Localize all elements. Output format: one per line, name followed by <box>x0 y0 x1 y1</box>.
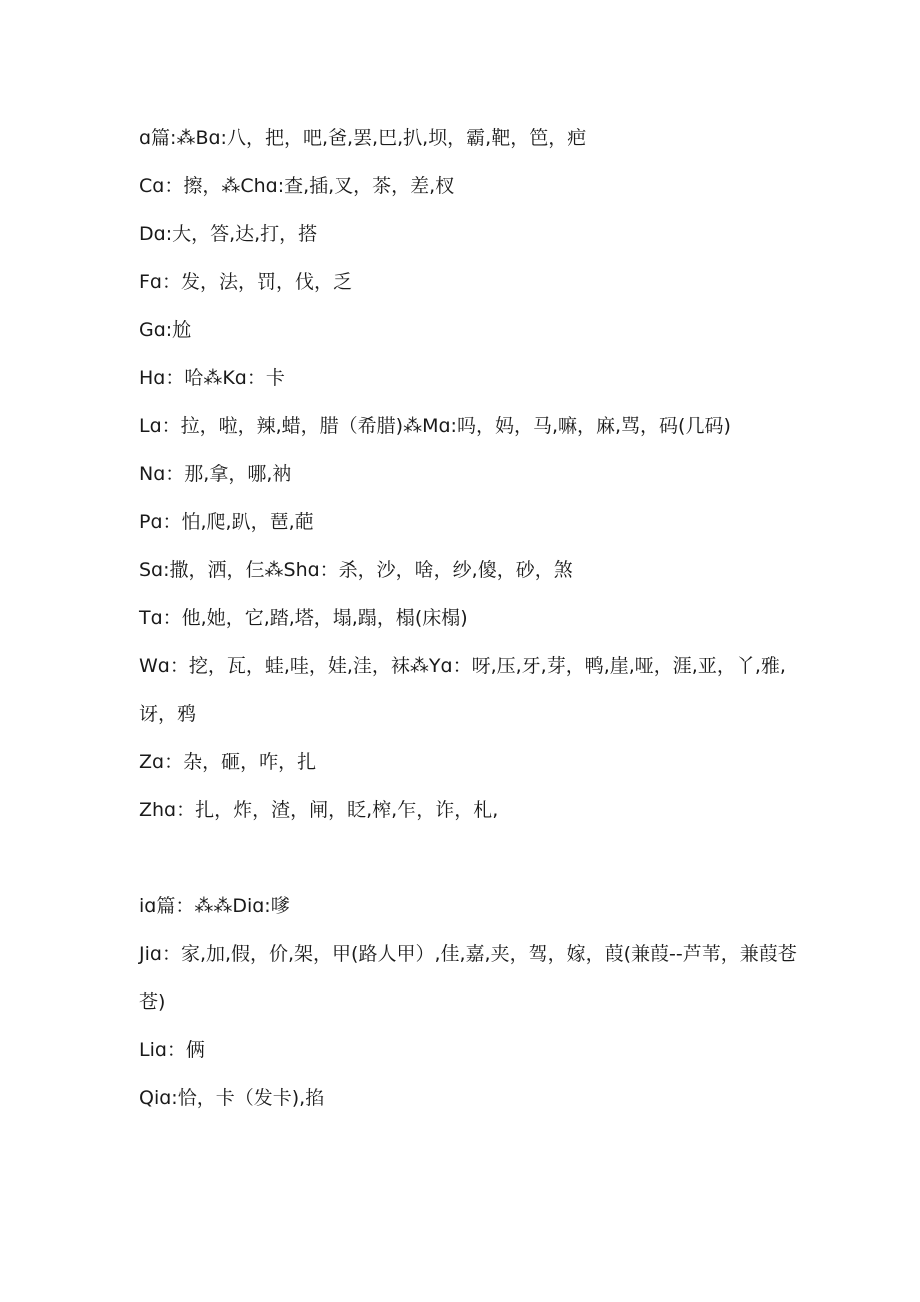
text-line: Jiɑ：家,加,假，价,架，甲(路人甲）,佳,嘉,夹，驾，嫁，葭(兼葭--芦苇，兼葭苍苍) <box>139 943 797 1013</box>
text-line: Hɑ：哈⁂Kɑ：卡 <box>139 367 285 389</box>
text-line: Fɑ：发，法，罚，伐，乏 <box>139 271 352 293</box>
text-line: ɑ篇:⁂Bɑ:八，把，吧,爸,罢,巴,扒,坝，霸,靶，笆，疤 <box>139 127 587 149</box>
text-line: Zhɑ：扎，炸，渣，闸，眨,榨,乍，诈，札, <box>139 799 499 821</box>
text-line: Pɑ：怕,爬,趴，琶,葩 <box>139 511 314 533</box>
text-line: Cɑ：擦，⁂Chɑ:查,插,叉，茶，差,杈 <box>139 175 455 197</box>
text-line: Lɑ：拉，啦，辣,蜡，腊（希腊)⁂Mɑ:吗，妈，马,嘛，麻,骂，码(几码) <box>139 415 731 437</box>
text-line: Tɑ：他,她，它,踏,塔，塌,蹋，榻(床榻) <box>139 607 468 629</box>
text-line: Qiɑ:恰，卡（发卡),掐 <box>139 1087 325 1109</box>
text-line: Dɑ:大，答,达,打，搭 <box>139 223 318 245</box>
section-ia <box>139 882 799 1122</box>
section-spacer <box>139 834 799 882</box>
section-a <box>139 114 799 834</box>
text-line: Nɑ：那,拿，哪,衲 <box>139 463 292 485</box>
text-line: Gɑ:尬 <box>139 319 192 341</box>
text-line: Zɑ：杂，砸，咋，扎 <box>139 751 317 773</box>
document-page <box>139 114 799 1122</box>
text-line: Sɑ:撒，洒，仨⁂Shɑ：杀，沙，啥，纱,傻，砂，煞 <box>139 559 573 581</box>
text-line: Wɑ：挖，瓦，蛙,哇，娃,洼，袜⁂Yɑ：呀,压,牙,芽，鸭,崖,哑，涯,亚，丫,雅,讶，鸦 <box>139 655 786 725</box>
text-line: iɑ篇：⁂⁂Diɑ:嗲 <box>139 895 290 917</box>
text-line: Liɑ：俩 <box>139 1039 205 1061</box>
